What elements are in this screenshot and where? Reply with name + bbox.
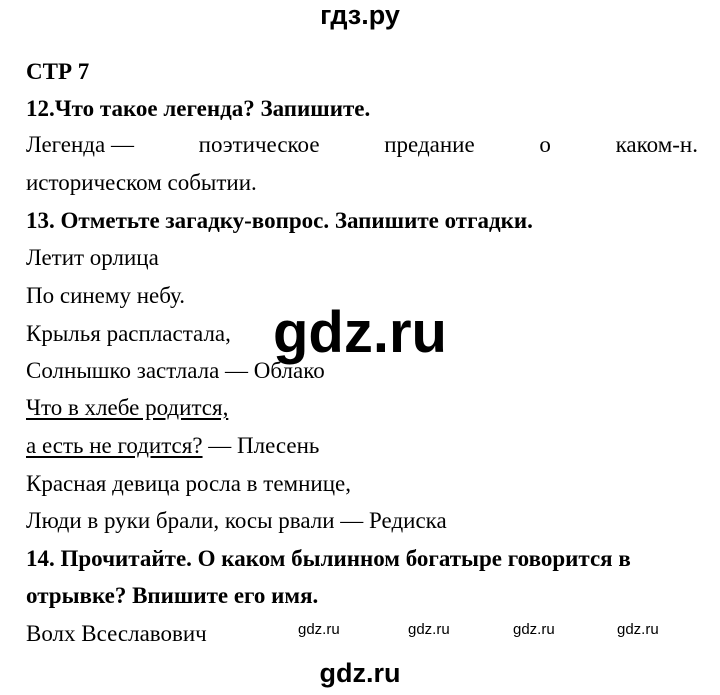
watermark-small: gdz.ru [617,621,659,638]
question-12-answer-line2: историческом событии. [26,170,257,195]
riddle-1-line: Летит орлица [26,245,159,270]
question-12-answer-line1 [26,131,698,159]
watermark-center: gdz.ru [273,300,447,365]
riddle-1-line: Крылья распластала, [26,321,231,346]
watermark-small: gdz.ru [298,621,340,638]
riddle-2-answer: — Плесень [202,433,320,458]
riddle-3-answer-line: Люди в руки брали, косы рвали — Редиска [26,508,447,533]
answer-word: предание [384,132,475,157]
answer-word: о [539,132,551,157]
site-header: гдз.ру [320,0,400,30]
riddle-3-line: Красная девица росла в темнице, [26,471,351,496]
riddle-2-line1: Что в хлебе родится, [26,395,229,420]
watermark-small: gdz.ru [408,621,450,638]
question-14-title-line1: 14. Прочитайте. О каком былинном богатыре говорится в [26,546,631,571]
riddle-1-answer-line: Солнышко застлала — Облако [26,358,325,383]
riddle-1-line: По синему небу. [26,283,185,308]
riddle-2-underlined-text: а есть не годится? [26,433,203,458]
riddle-2-line2 [26,432,319,460]
page-label: СТР 7 [26,59,90,84]
answer-word: поэтическое [198,132,320,157]
answer-word: каком-н. [615,132,698,157]
question-14-title-line2: отрывке? Впишите его имя. [26,583,319,608]
question-14-answer: Волх Всеславович [26,621,207,646]
watermark-small: gdz.ru [513,621,555,638]
question-12-title: 12.Что такое легенда? Запишите. [26,96,371,121]
site-footer: gdz.ru [319,658,401,688]
answer-word: Легенда — [26,132,134,157]
question-13-title: 13. Отметьте загадку-вопрос. Запишите отгадки. [26,208,533,233]
